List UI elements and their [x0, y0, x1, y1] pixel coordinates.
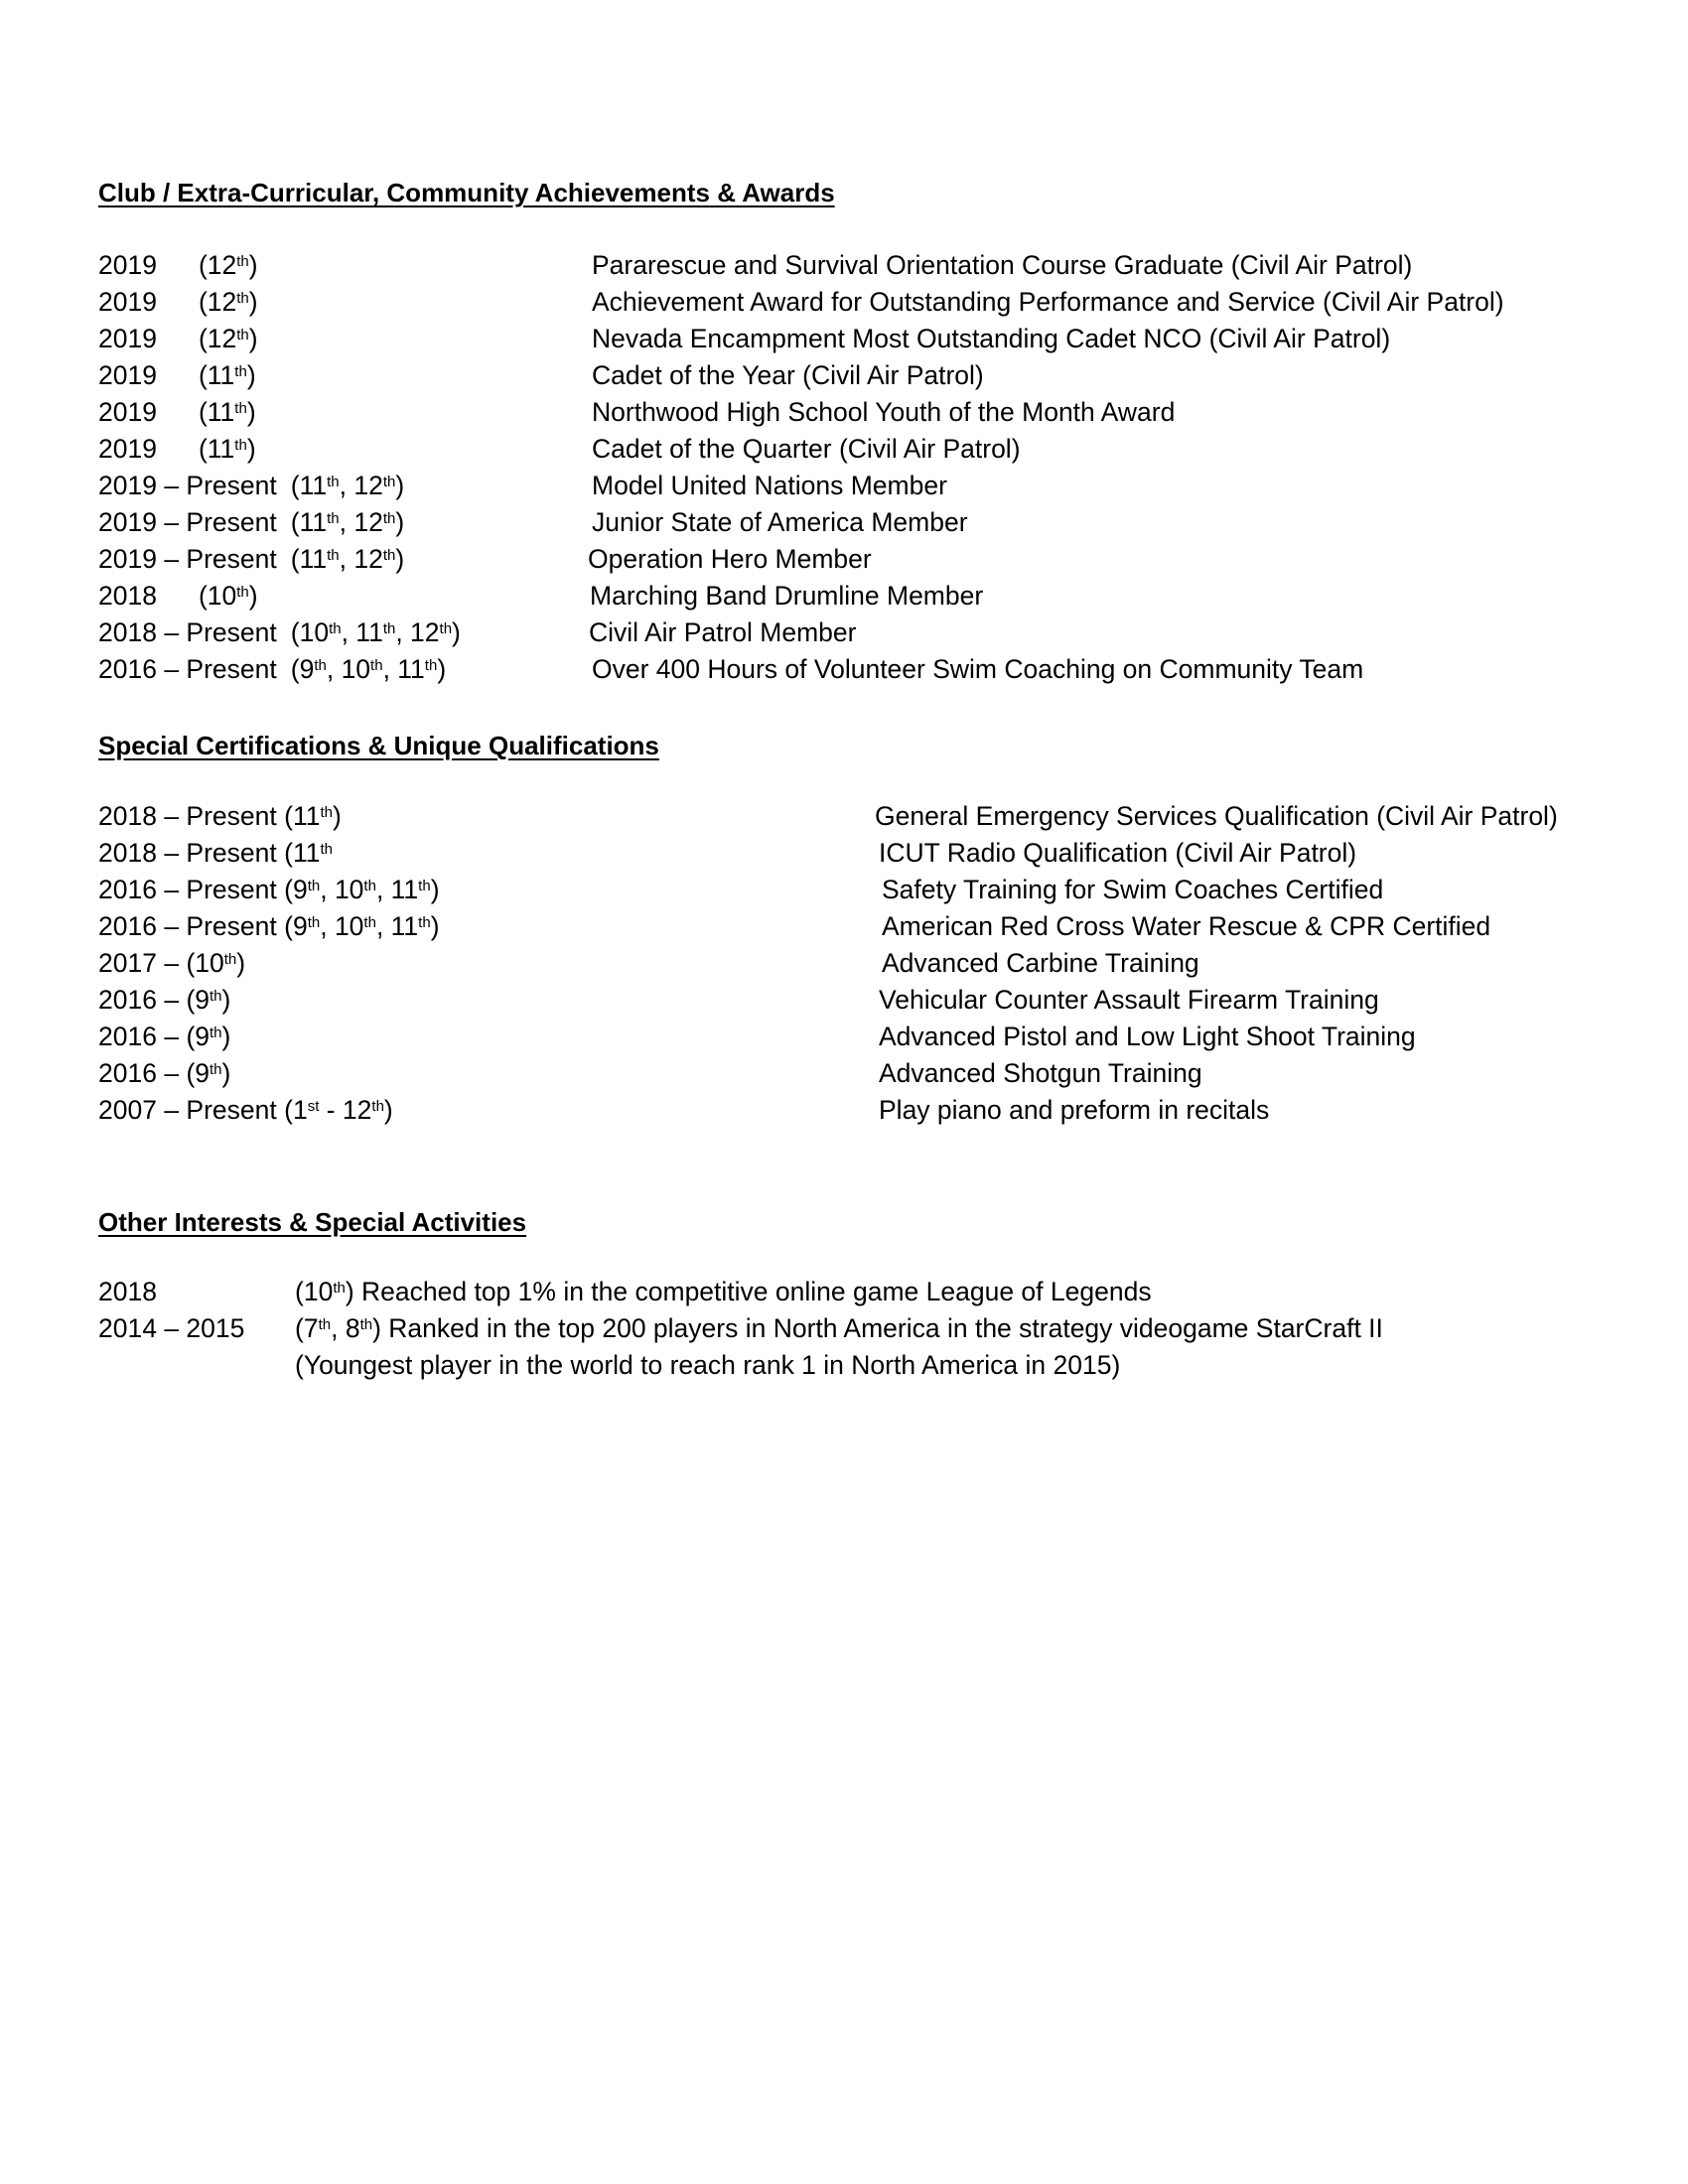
item-date: 2019 – Present (11th, 12th): [98, 544, 405, 574]
item-date: 2019 (11th): [98, 434, 256, 464]
section-title-certs: Special Certifications & Unique Qualifications: [98, 731, 659, 760]
item-description: Play piano and preform in recitals: [879, 1095, 1270, 1125]
item-description: Cadet of the Quarter (Civil Air Patrol): [592, 434, 1021, 464]
item-description: (Youngest player in the world to reach rank 1 in North America in 2015): [295, 1350, 1121, 1380]
item-date: 2017 – (10th): [98, 948, 246, 978]
item-date: 2019 (12th): [98, 324, 258, 353]
item-description: Vehicular Counter Assault Firearm Training: [879, 985, 1379, 1015]
item-date: 2016 – Present (9th, 10th, 11th): [98, 875, 440, 904]
item-description: American Red Cross Water Rescue & CPR Certified: [882, 911, 1491, 941]
item-date: 2018 – Present (10th, 11th, 12th): [98, 617, 461, 647]
item-date: 2016 – Present (9th, 10th, 11th): [98, 911, 440, 941]
item-date: 2018 – Present (11th: [98, 838, 333, 868]
section-title-other: Other Interests & Special Activities: [98, 1207, 527, 1237]
section-title-club: Club / Extra-Curricular, Community Achievements & Awards: [98, 178, 835, 207]
item-description: Over 400 Hours of Volunteer Swim Coaching on Community Team: [592, 654, 1364, 684]
item-description: Achievement Award for Outstanding Performance and Service (Civil Air Patrol): [592, 287, 1504, 317]
item-date: 2019 (12th): [98, 287, 258, 317]
item-date: 2014 – 2015: [98, 1313, 245, 1343]
item-description: Advanced Shotgun Training: [879, 1058, 1202, 1088]
item-description: Pararescue and Survival Orientation Course Graduate (Civil Air Patrol): [592, 250, 1413, 280]
item-description: Civil Air Patrol Member: [589, 617, 857, 647]
item-description: (10th) Reached top 1% in the competitive online game League of Legends: [295, 1277, 1152, 1306]
item-description: Nevada Encampment Most Outstanding Cadet NCO (Civil Air Patrol): [592, 324, 1391, 353]
item-date: 2019 (11th): [98, 397, 256, 427]
item-date: 2016 – (9th): [98, 985, 231, 1015]
item-description: Northwood High School Youth of the Month Award: [592, 397, 1176, 427]
item-description: Marching Band Drumline Member: [590, 581, 984, 611]
item-description: (7th, 8th) Ranked in the top 200 players in North America in the strategy videogame StarCraft II: [295, 1313, 1383, 1343]
item-description: Model United Nations Member: [592, 471, 947, 500]
item-description: Advanced Pistol and Low Light Shoot Training: [879, 1022, 1416, 1051]
item-date: 2019 (11th): [98, 360, 256, 390]
item-date: 2018 (10th): [98, 581, 258, 611]
item-description: ICUT Radio Qualification (Civil Air Patrol): [879, 838, 1357, 868]
item-date: 2016 – (9th): [98, 1058, 231, 1088]
item-date: 2018 – Present (11th): [98, 801, 342, 831]
item-date: 2019 – Present (11th, 12th): [98, 507, 405, 537]
item-date: 2016 – (9th): [98, 1022, 231, 1051]
item-date: 2016 – Present (9th, 10th, 11th): [98, 654, 447, 684]
item-date: 2019 (12th): [98, 250, 258, 280]
item-description: Advanced Carbine Training: [882, 948, 1199, 978]
item-date: 2007 – Present (1st - 12th): [98, 1095, 393, 1125]
item-date: 2018: [98, 1277, 157, 1306]
item-description: Operation Hero Member: [588, 544, 872, 574]
item-description: Cadet of the Year (Civil Air Patrol): [592, 360, 984, 390]
item-description: Junior State of America Member: [592, 507, 968, 537]
item-date: 2019 – Present (11th, 12th): [98, 471, 405, 500]
item-description: General Emergency Services Qualification (Civil Air Patrol): [875, 801, 1558, 831]
item-description: Safety Training for Swim Coaches Certified: [882, 875, 1384, 904]
